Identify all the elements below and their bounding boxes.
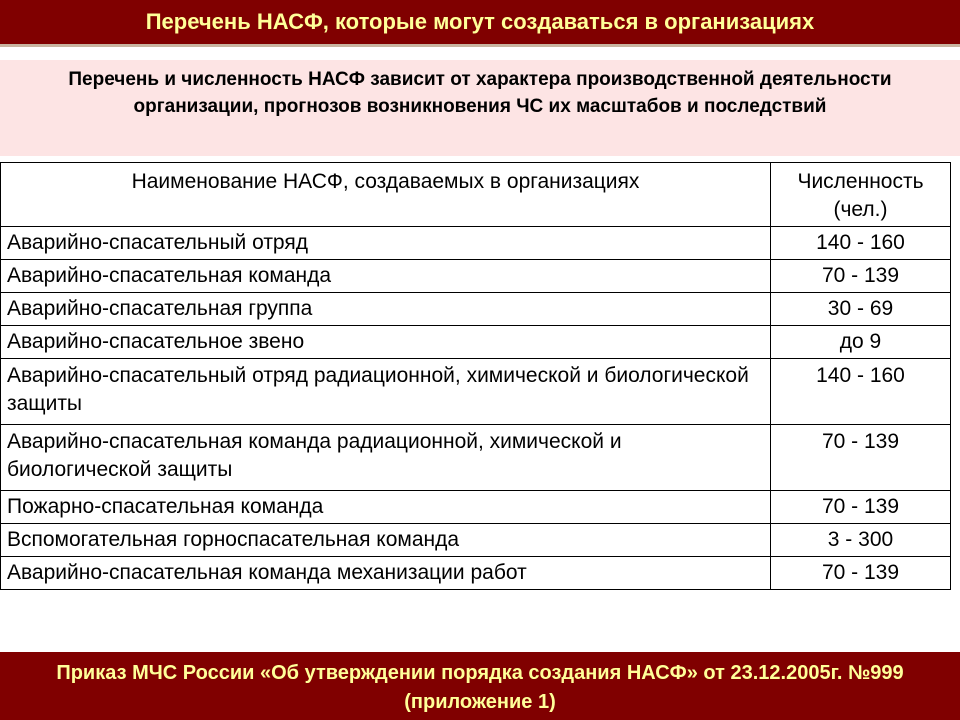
row-count: 70 - 139 [771, 557, 951, 590]
table-row [1, 524, 951, 557]
row-count: 3 - 300 [771, 524, 951, 557]
table-row [1, 293, 951, 326]
table-row [1, 227, 951, 260]
table-row [1, 359, 951, 425]
row-count: 140 - 160 [771, 227, 951, 260]
row-name: Аварийно-спасательная команда механизации работ [1, 557, 771, 590]
row-name: Вспомогательная горноспасательная команда [1, 524, 771, 557]
table-row [1, 491, 951, 524]
row-count: 70 - 139 [771, 425, 951, 491]
row-name: Аварийно-спасательная команда радиационной, химической и биологической защиты [1, 425, 771, 491]
subtitle-text: Перечень и численность НАСФ зависит от характера производственной деятельности организации, прогнозов возникновения ЧС их масштабов и последствий [0, 60, 960, 156]
row-count: 30 - 69 [771, 293, 951, 326]
table-row [1, 326, 951, 359]
row-name: Аварийно-спасательный отряд радиационной, химической и биологической защиты [1, 359, 771, 425]
table-row [1, 260, 951, 293]
row-count: 70 - 139 [771, 491, 951, 524]
table-row [1, 557, 951, 590]
column-header-name: Наименование НАСФ, создаваемых в организациях [1, 163, 771, 227]
row-count: 140 - 160 [771, 359, 951, 425]
row-name: Аварийно-спасательная команда [1, 260, 771, 293]
nasf-table [0, 162, 951, 590]
nasf-table-container [0, 162, 950, 590]
column-header-count: Численность (чел.) [771, 163, 951, 227]
row-name: Аварийно-спасательное звено [1, 326, 771, 359]
table-header-row [1, 163, 951, 227]
table-row [1, 425, 951, 491]
row-name: Аварийно-спасательный отряд [1, 227, 771, 260]
row-count: до 9 [771, 326, 951, 359]
title-divider [0, 44, 960, 47]
footer-reference: Приказ МЧС России «Об утверждении порядка создания НАСФ» от 23.12.2005г. №999 (приложение 1) [0, 652, 960, 720]
page-title: Перечень НАСФ, которые могут создаваться в организациях [0, 0, 960, 44]
row-name: Аварийно-спасательная группа [1, 293, 771, 326]
row-count: 70 - 139 [771, 260, 951, 293]
row-name: Пожарно-спасательная команда [1, 491, 771, 524]
